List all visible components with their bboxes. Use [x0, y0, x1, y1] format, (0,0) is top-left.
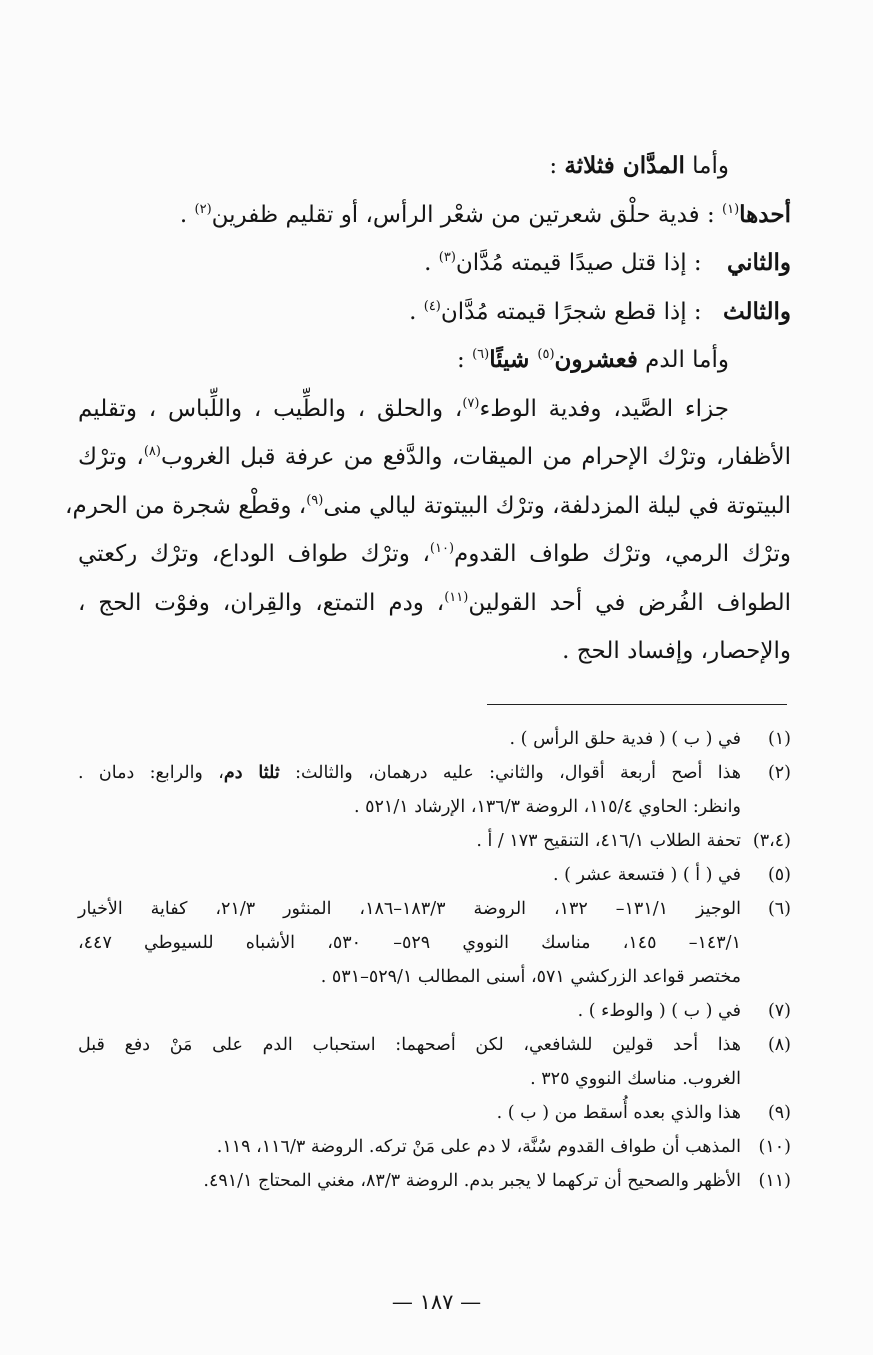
text-run: وأما — [684, 153, 729, 179]
footnote-text — [78, 756, 741, 790]
text-run: : فدية حلْق شعرتين من شعْر الرأس، أو تقليم ظفرين — [211, 201, 723, 228]
footnote-3-4 — [78, 824, 791, 858]
footnote-ref: (٦) — [472, 347, 490, 362]
main-text — [65, 142, 791, 676]
footnote-text: في ( ب ) ( والوطء ) . — [577, 1001, 741, 1021]
footnote-ref: (١١) — [444, 589, 469, 605]
footnote-number: (١٠) — [758, 1137, 791, 1157]
text-run: . — [424, 250, 439, 276]
footnote-number: (٨) — [767, 1035, 791, 1055]
second-item — [78, 239, 791, 288]
footnote-separator — [487, 704, 787, 705]
footnote-number: (٩) — [767, 1103, 791, 1123]
footnote-11 — [78, 1164, 791, 1198]
text-run: ، وترْك طواف الوداع، وترْك ركعتي — [78, 541, 430, 567]
footnote-number: (٦) — [767, 899, 791, 919]
bold-term: المدَّان فثلاثة — [564, 152, 685, 179]
footnote-text: في ( أ ) ( فتسعة عشر ) . — [553, 865, 741, 885]
text-run: . — [179, 201, 195, 228]
footnote-ref: (٨) — [143, 444, 161, 459]
footnote-text: تحفة الطلاب ٤١٦/١، التنقيح ١٧٣ / أ . — [476, 831, 741, 851]
footnote-7 — [78, 994, 791, 1028]
text-run: الأظفار، وترْك الإحرام من الميقات، والدَّفع من عرفة قبل الغروب — [160, 444, 791, 470]
first-item — [78, 191, 791, 240]
footnote-text: ١٤٣/١– ١٤٥، مناسك النووي ٥٢٩– ٥٣٠، الأشباه للسيوطي ٤٤٧، — [78, 933, 741, 953]
paragraph-line — [78, 385, 791, 434]
text-run: وترْك الرمي، وترْك طواف القدوم — [454, 541, 791, 567]
footnote-text: هذا والذي بعده أُسقط من ( ب ) . — [496, 1103, 741, 1123]
text-run: ، ودم التمتع، والقِران، وفوْت الحج ، — [78, 589, 445, 616]
text-run: : إذا قطع شجرًا قيمته مُدَّان — [440, 298, 709, 325]
footnote-text: الوجيز ١٣١/١– ١٣٢، الروضة ١٨٣/٣–١٨٦، المنثور ٢١/٣، كفاية الأخيار — [78, 899, 741, 919]
footnote-10 — [78, 1130, 791, 1164]
text-run: : — [457, 347, 473, 373]
footnote-number: (٣،٤) — [752, 831, 791, 851]
footnote-8 — [78, 1028, 791, 1096]
footnote-text: الأظهر والصحيح أن تركهما لا يجبر بدم. الروضة ٨٣/٣، مغني المحتاج ٤٩١/١. — [203, 1171, 741, 1191]
footnote-text: مختصر قواعد الزركشي ٥٧١، أسنى المطالب ٥٢٩/١–٥٣١ . — [320, 967, 741, 987]
text-run: البيتوتة في ليلة المزدلفة، وترْك البيتوتة ليالي منى — [323, 492, 791, 519]
paragraph-line: والإحصار، وإفساد الحج . — [562, 638, 791, 664]
footnote-ref: (١) — [722, 201, 740, 217]
footnote-number: (٧) — [767, 1001, 791, 1021]
bold-term: فعشرون — [554, 346, 638, 373]
item-label: والثاني — [726, 249, 791, 276]
footnote-ref: (٥) — [537, 347, 555, 362]
footnote-number: (١١) — [758, 1171, 791, 1191]
footnotes — [78, 722, 791, 1198]
footnote-6 — [78, 892, 791, 994]
footnote-5 — [78, 858, 791, 892]
text-run: . — [409, 298, 424, 325]
footnote-ref: (٤) — [423, 298, 441, 314]
third-item — [78, 288, 791, 337]
text-run: ، والرابع: دمان . — [78, 763, 224, 783]
text-run: ، والحلق ، والطِّيب ، واللِّباس ، وتقليم — [78, 395, 463, 422]
paragraph-line — [78, 530, 791, 579]
text-run: جزاء الصَّيد، وفدية الوطء — [479, 395, 729, 422]
footnote-1 — [78, 722, 791, 756]
text-run: : إذا قتل صيدًا قيمته مُدَّان — [455, 250, 709, 276]
footnote-number: (٢) — [767, 763, 791, 783]
bold-term: شيئًا — [489, 346, 538, 373]
footnote-ref: (٢) — [194, 201, 212, 217]
footnote-text: المذهب أن طواف القدوم سُنَّة، لا دم على مَنْ تركه. الروضة ١١٦/٣، ١١٩. — [216, 1137, 741, 1157]
footnote-text: في ( ب ) ( فدية حلق الرأس ) . — [509, 729, 741, 749]
page-number: — ١٨٧ — — [391, 1290, 482, 1314]
footnote-text: وانظر: الحاوي ١١٥/٤، الروضة ١٣٦/٣، الإرشاد ٥٢١/١ . — [353, 797, 741, 817]
text-run: وأما الدم — [637, 347, 729, 373]
text-run: : — [549, 153, 565, 179]
paragraph-line — [65, 482, 791, 531]
item-label: والثالث — [722, 297, 791, 325]
bold-term: ثلثا دم — [223, 763, 280, 783]
footnote-number: (١) — [767, 729, 791, 749]
text-run: هذا أصح أربعة أقوال، والثاني: عليه درهمان، والثالث: — [279, 763, 741, 783]
blood-heading — [78, 336, 791, 385]
footnote-ref: (١٠) — [429, 541, 455, 556]
item-label: أحدها — [739, 200, 791, 228]
footnote-2 — [78, 756, 791, 824]
paragraph-line — [78, 433, 791, 482]
mudan-heading — [78, 142, 791, 191]
footnote-ref: (٣) — [438, 250, 456, 265]
text-run: ، وقطْع شجرة من الحرم، — [65, 492, 307, 519]
text-run: ، وترْك — [78, 444, 144, 470]
footnote-ref: (٧) — [462, 395, 480, 411]
footnote-9 — [78, 1096, 791, 1130]
text-run: الطواف الفُرض في أحد القولين — [468, 589, 791, 616]
footnote-number: (٥) — [767, 865, 791, 885]
paragraph-line — [78, 579, 791, 628]
footnote-text: هذا أحد قولين للشافعي، لكن أصحهما: استحباب الدم على مَنْ دفع قبل — [78, 1035, 741, 1055]
footnote-text: الغروب. مناسك النووي ٣٢٥ . — [530, 1069, 741, 1089]
footnote-ref: (٩) — [306, 492, 324, 508]
